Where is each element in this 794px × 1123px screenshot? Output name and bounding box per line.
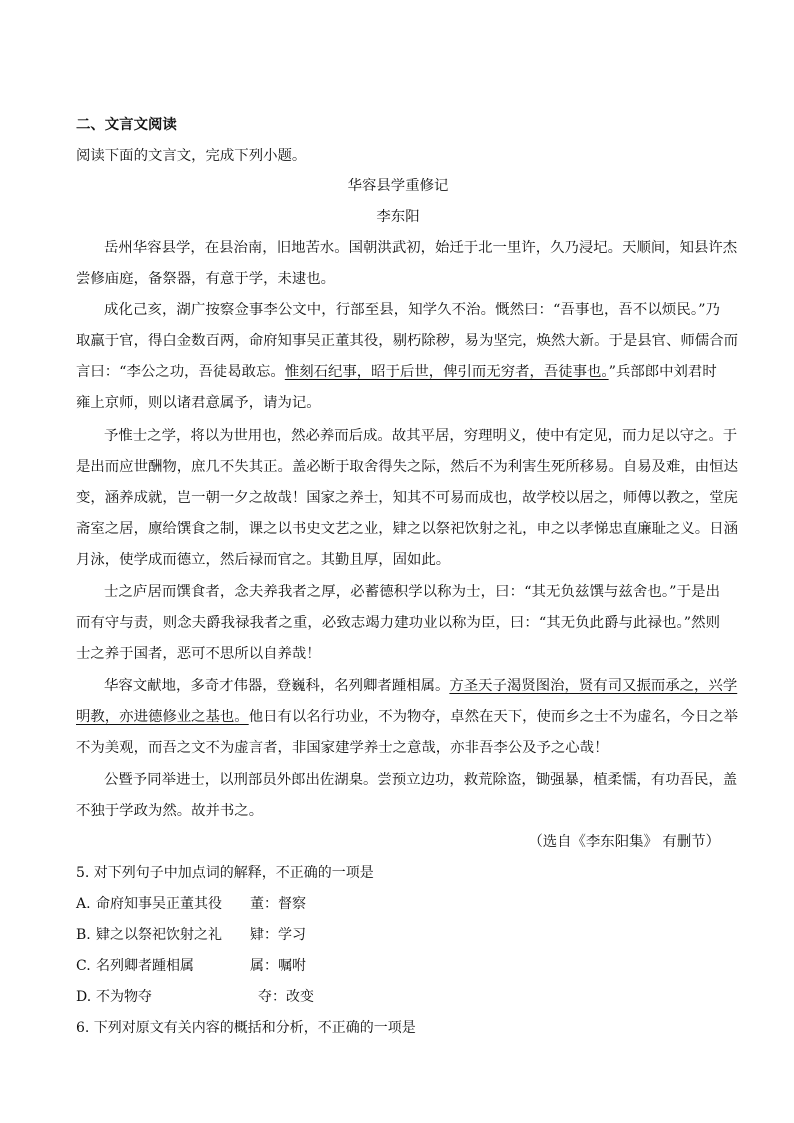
option-sentence: 名列卿者踵相属 [96, 958, 194, 974]
instruction: 阅读下面的文言文，完成下列小题。 [76, 148, 307, 164]
article-line: 成化己亥，湖广按察佥事李公文中，行部至县，知学久不治。慨然曰：“吾事也，吾不以烦民。”乃 [104, 302, 720, 318]
question-5-option-a [76, 894, 720, 914]
article-line: 公暨予同举进士，以刑部员外郎出佐湖臬。尝预立边功，救荒除盗，锄强暴，植柔懦，有功吾民，盖 [104, 772, 738, 788]
option-label: A. [76, 896, 91, 912]
underlined-sentence: 惟刻石纪事，昭于后世，俾引而无穷者，吾徒事也。 [284, 364, 609, 380]
question-5-option-d [76, 987, 720, 1007]
article-line: 而有守与责，则念夫爵我禄我者之重，必致志竭力建功业以称为臣，曰：“其无负此爵与此禄也。”然则 [76, 615, 720, 631]
article-line: 不独于学政为然。故并书之。 [76, 803, 264, 819]
underlined-sentence: 明教，亦进德修业之基也。 [76, 709, 249, 725]
article-text: 他日有以名行功业，不为物夺，卓然在天下，使而乡之士不为虚名，今日之举 [248, 709, 738, 725]
article-author: 李东阳 [376, 209, 420, 225]
option-sentence: 肄之以祭祀饮射之礼 [96, 927, 222, 943]
option-label: C. [76, 958, 91, 974]
article-line: 月泳，使学成而德立，然后禄而官之。其勤且厚，固如此。 [76, 552, 451, 568]
article-line: 尝修庙庭，备祭器，有意于学，未逮也。 [76, 271, 336, 287]
article-text: ”兵部郎中刘君时 [608, 364, 717, 380]
article-text: 言曰：“李公之功，吾徒曷敢忘。 [76, 364, 285, 380]
section-title: 二、文言文阅读 [76, 117, 177, 133]
article-line: 是出而应世酬物，庶几不失其正。盖必断于取舍得失之际，然后不为利害生死所移易。自易及难，由恒达 [76, 459, 738, 475]
article-line: 不为美观，而吾之文不为虚言者，非国家建学养士之意哉，亦非吾李公及予之心哉！ [76, 740, 609, 756]
underlined-sentence: 方圣天子渴贤图治，贤有司又振而承之，兴学 [449, 678, 738, 694]
question-5-option-b [76, 925, 720, 945]
article-source: （选自《李东阳集》 有删节） [528, 834, 720, 850]
option-sentence: 不为物夺 [96, 989, 152, 1005]
option-gloss: 肄：学习 [250, 927, 306, 943]
option-gloss: 属：嘱咐 [250, 958, 306, 974]
article-line-with-underline [76, 676, 738, 696]
article-line-with-underline [76, 362, 720, 382]
article-line: 士之庐居而馔食者，念夫养我者之厚，必蓄德积学以称为士，曰：“其无负兹馔与兹舍也。”于是出 [104, 584, 720, 600]
question-5-option-c [76, 956, 720, 976]
question-6-stem: 6. 下列对原文有关内容的概括和分析，不正确的一项是 [76, 1020, 416, 1036]
option-label: D. [76, 989, 92, 1005]
article-line: 士之养于国者，恶可不思所以自养哉！ [76, 646, 321, 662]
option-sentence: 命府知事吴正董其役 [96, 896, 222, 912]
article-line: 变，涵养成就，岂一朝一夕之故哉！国家之养士，知其不可易而成也，故学校以居之，师傅以教之，堂庑 [76, 490, 738, 506]
option-gloss: 董：督察 [250, 896, 306, 912]
article-title: 华容县学重修记 [347, 178, 449, 194]
article-line: 取羸于官，得白金数百两，命府知事吴正董其役，剔朽除秽，易为坚完，焕然大新。于是县官、师儒合而 [76, 333, 738, 349]
article-line: 雍上京师，则以诸君意属予，请为记。 [76, 395, 321, 411]
article-line: 岳州华容县学，在县治南，旧地苦水。国朝洪武初，始迁于北一里许，久乃浸圮。天顺间，知县许杰 [104, 240, 738, 256]
article-line: 斋室之居，廪给馔食之制，课之以书史文艺之业，肄之以祭祀饮射之礼，申之以孝悌忠直廉耻之义。日涵 [76, 521, 738, 537]
article-text: 华容文献地，多奇才伟器，登巍科，名列卿者踵相属。 [104, 678, 450, 694]
option-label: B. [76, 927, 91, 943]
article-line-with-underline [76, 707, 738, 727]
article-line: 予惟士之学，将以为世用也，然必养而后成。故其平居，穷理明义，使中有定见，而力足以守之。于 [104, 428, 738, 444]
option-gloss: 夺：改变 [258, 989, 314, 1005]
question-5-stem: 5. 对下列句子中加点词的解释，不正确的一项是 [76, 865, 374, 881]
